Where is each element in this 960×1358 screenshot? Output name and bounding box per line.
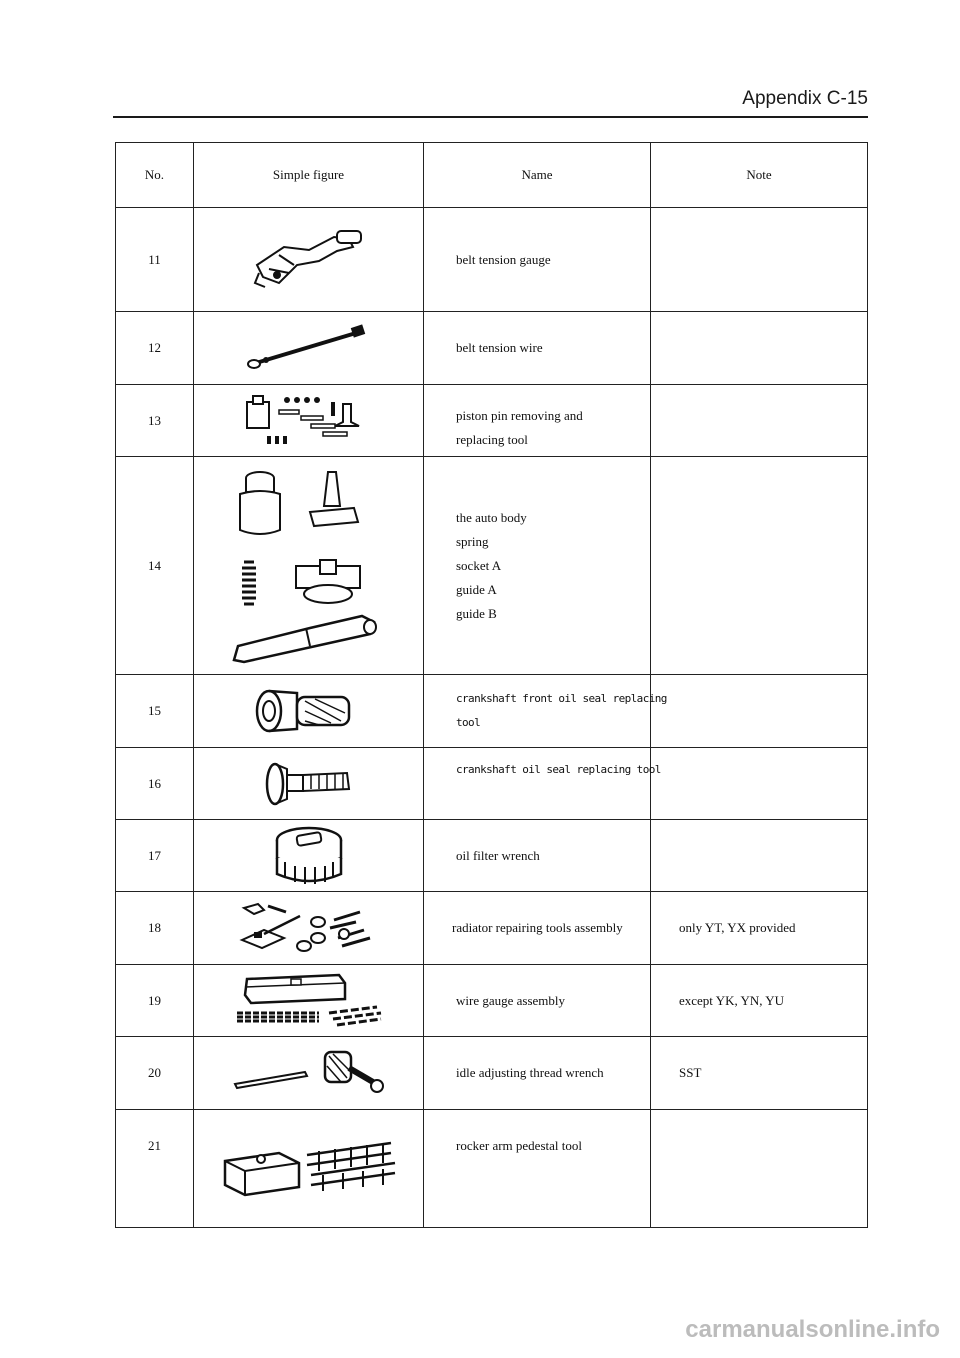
tool-note xyxy=(651,385,868,457)
table-row xyxy=(116,675,868,748)
piston-pin-tool-set-illustration xyxy=(194,385,424,457)
idle-thread-wrench-illustration xyxy=(194,1037,424,1110)
tool-name: wire gauge assembly xyxy=(424,965,651,1037)
spring-socket-guides-illustration xyxy=(194,457,424,675)
column-header-no: No. xyxy=(116,143,194,208)
radiator-tools-illustration xyxy=(194,892,424,965)
belt-tension-wire-illustration xyxy=(194,312,424,385)
row-number: 11 xyxy=(116,208,194,312)
row-number: 19 xyxy=(116,965,194,1037)
tool-name: oil filter wrench xyxy=(424,820,651,892)
tool-note xyxy=(651,1110,868,1228)
table-row xyxy=(116,312,868,385)
tool-note: except YK, YN, YU xyxy=(651,965,868,1037)
column-header-name: Name xyxy=(424,143,651,208)
row-number: 21 xyxy=(116,1110,194,1228)
row-number: 14 xyxy=(116,457,194,675)
tool-note: only YT, YX provided xyxy=(651,892,868,965)
tool-note: SST xyxy=(651,1037,868,1110)
header-divider xyxy=(113,116,868,118)
column-header-note: Note xyxy=(651,143,868,208)
table-row xyxy=(116,1037,868,1110)
tool-name: rocker arm pedestal tool xyxy=(424,1110,651,1228)
rocker-arm-tool-illustration xyxy=(194,1110,424,1228)
tool-note xyxy=(651,748,868,820)
tool-note xyxy=(651,457,868,675)
row-number: 17 xyxy=(116,820,194,892)
tool-name: belt tension gauge xyxy=(424,208,651,312)
tool-name: the auto body spring socket A guide A guide B xyxy=(424,457,651,675)
table-row xyxy=(116,892,868,965)
tools-table xyxy=(115,142,868,1228)
column-header-figure: Simple figure xyxy=(194,143,424,208)
row-number: 13 xyxy=(116,385,194,457)
row-number: 16 xyxy=(116,748,194,820)
oil-filter-wrench-illustration xyxy=(194,820,424,892)
tool-note xyxy=(651,312,868,385)
table-row xyxy=(116,1110,868,1228)
row-number: 20 xyxy=(116,1037,194,1110)
table-header-row xyxy=(116,143,868,208)
watermark-text: carmanualsonline.info xyxy=(685,1316,940,1343)
table-row xyxy=(116,965,868,1037)
row-number: 15 xyxy=(116,675,194,748)
table-row xyxy=(116,820,868,892)
tool-note xyxy=(651,208,868,312)
row-number: 18 xyxy=(116,892,194,965)
table-row xyxy=(116,457,868,675)
tool-name: idle adjusting thread wrench xyxy=(424,1037,651,1110)
table-row xyxy=(116,208,868,312)
tool-name: piston pin removing and replacing tool xyxy=(424,385,651,457)
belt-tension-gauge-illustration xyxy=(194,208,424,312)
page-header-title: Appendix C-15 xyxy=(742,88,868,109)
wire-gauge-case-illustration xyxy=(194,965,424,1037)
tool-note xyxy=(651,675,868,748)
table-row xyxy=(116,385,868,457)
tool-name: crankshaft front oil seal replacing tool xyxy=(424,675,651,748)
row-number: 12 xyxy=(116,312,194,385)
tool-name: crankshaft oil seal replacing tool xyxy=(424,748,651,820)
tool-name: belt tension wire xyxy=(424,312,651,385)
crankshaft-front-seal-tool-illustration xyxy=(194,675,424,748)
crankshaft-seal-tool-illustration xyxy=(194,748,424,820)
table-row xyxy=(116,748,868,820)
tool-name: radiator repairing tools assembly xyxy=(424,892,651,965)
tool-note xyxy=(651,820,868,892)
